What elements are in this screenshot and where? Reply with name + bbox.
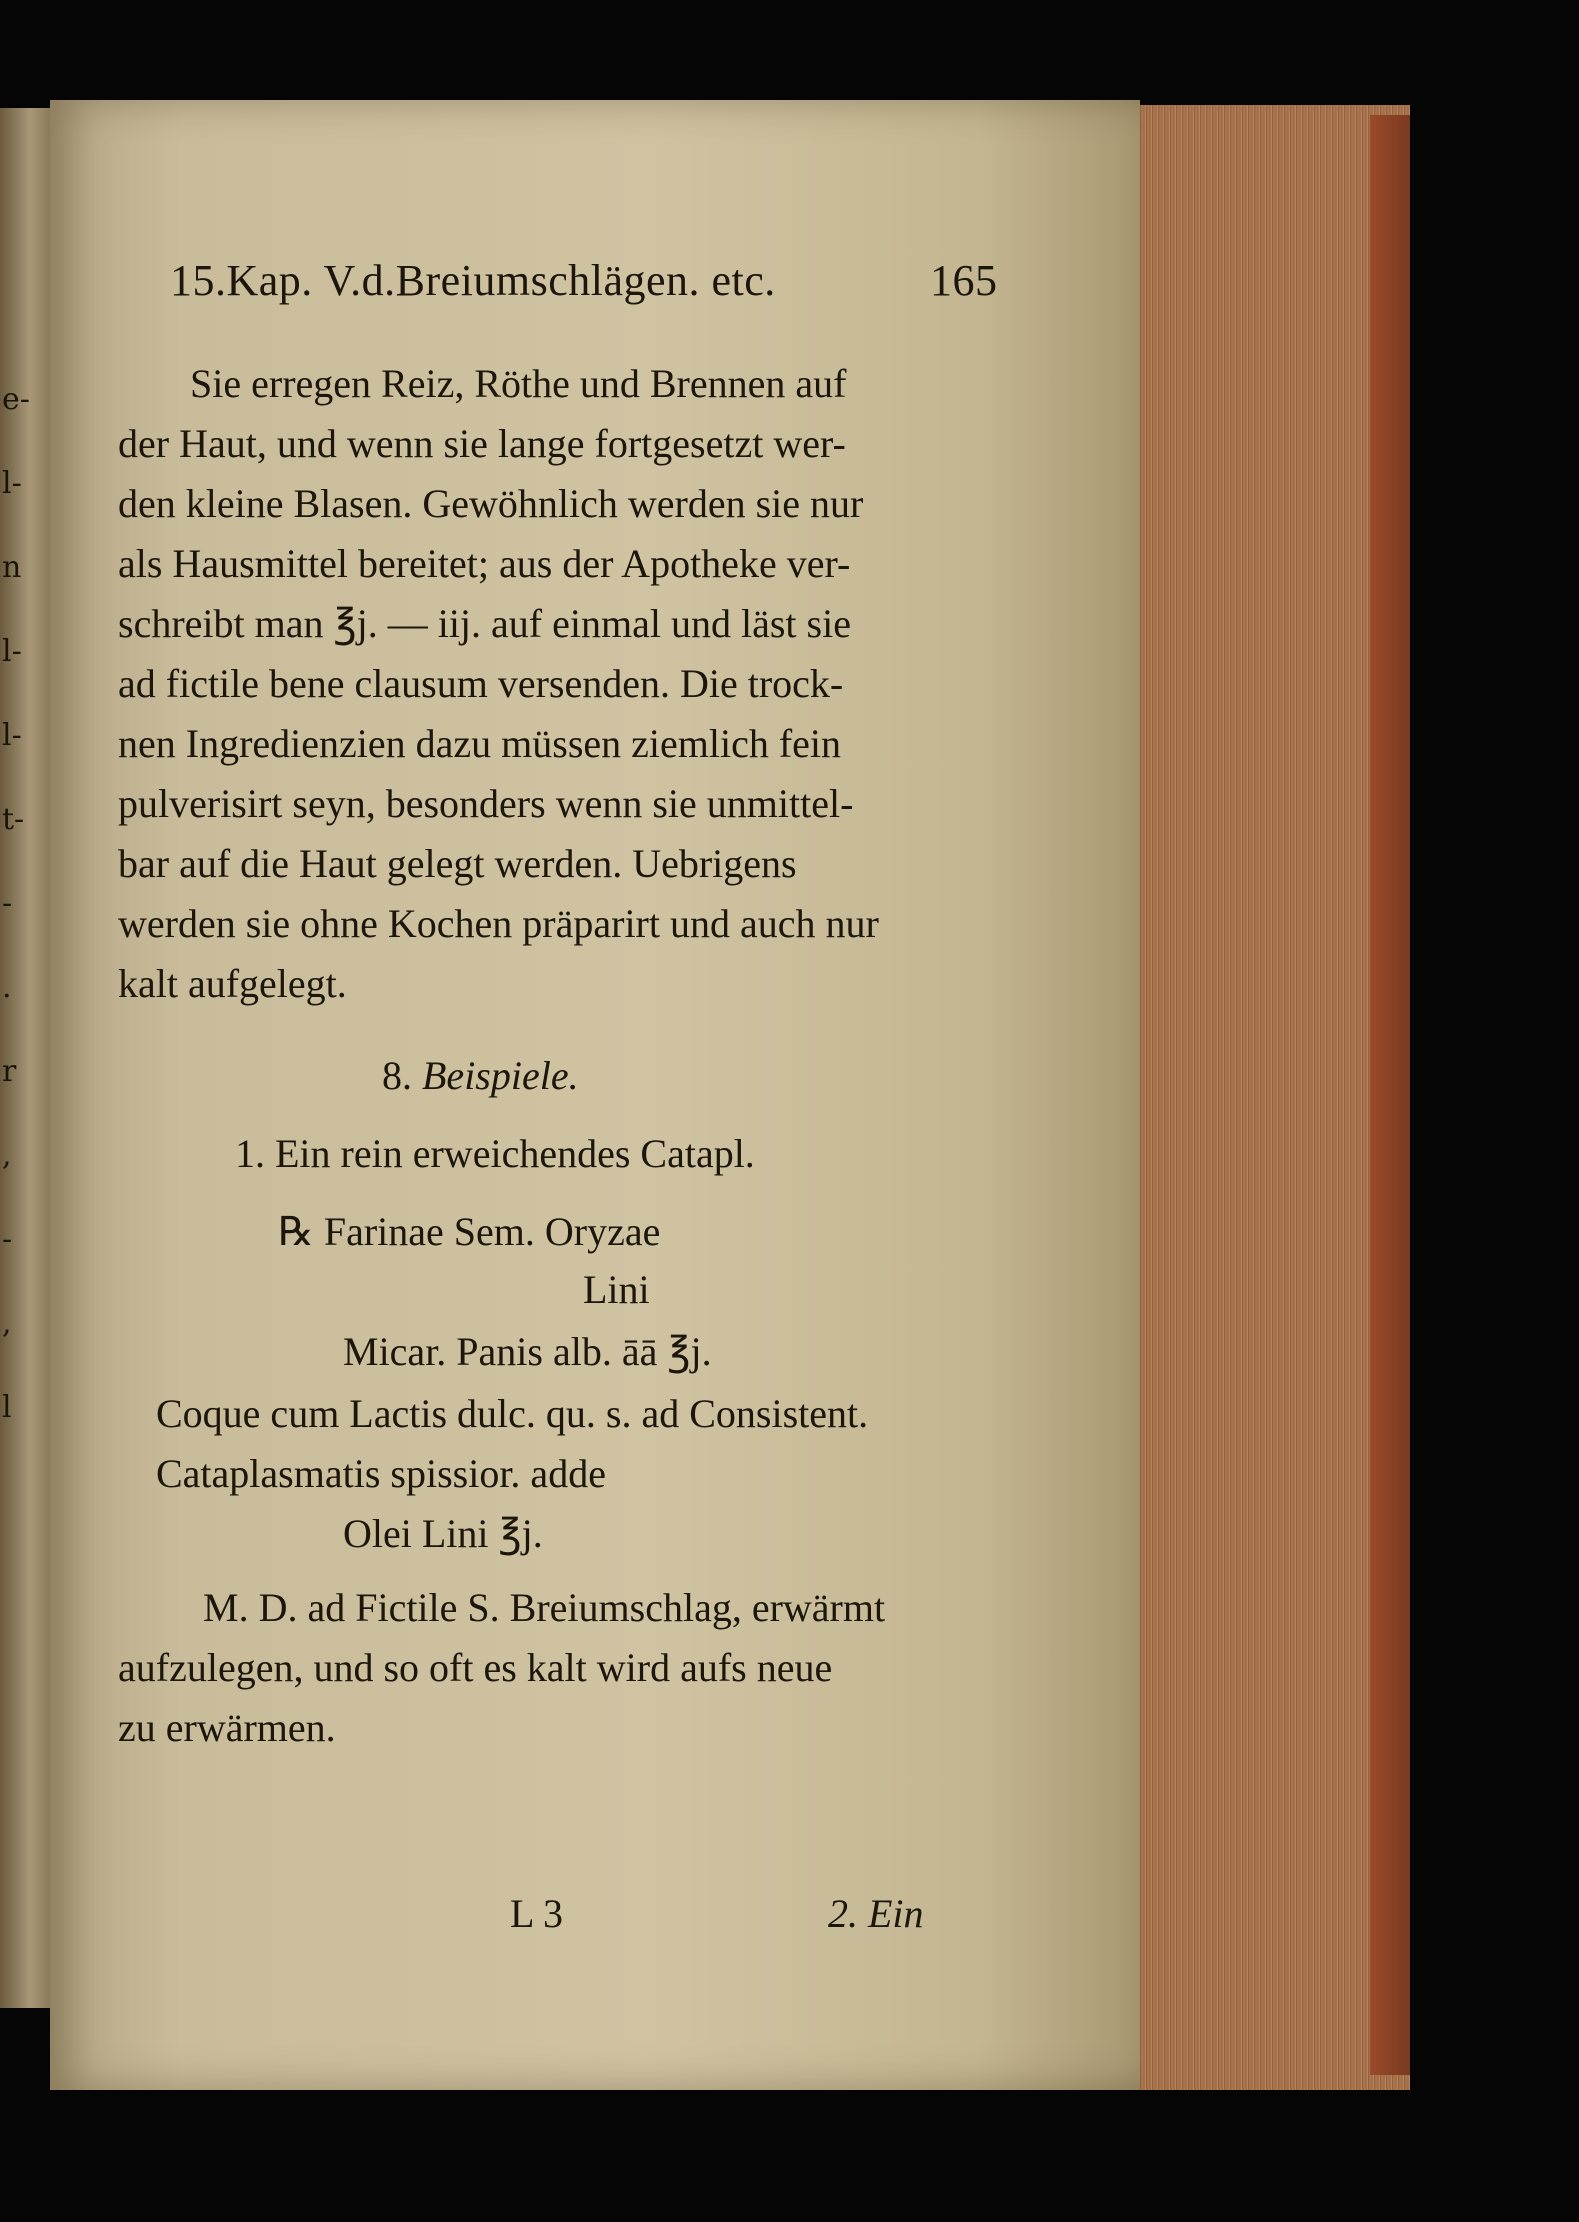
paragraph1-line: nen Ingredienzien dazu müssen ziemlich fein — [118, 721, 842, 766]
section-title: Beispiele. — [422, 1053, 579, 1098]
paragraph2-line: M. D. ad Fictile S. Breiumschlag, erwärmt — [203, 1585, 886, 1630]
left-page-edge — [0, 108, 50, 2008]
catchword: 2. Ein — [828, 1891, 924, 1936]
recipe-line — [278, 1208, 660, 1255]
rx-symbol: ℞ — [278, 1209, 314, 1255]
paragraph1-line: den kleine Blasen. Gewöhnlich werden sie nur — [118, 481, 864, 526]
running-header — [170, 255, 998, 306]
recipe-ingredient: Farinae Sem. Oryzae — [323, 1209, 661, 1254]
paragraph1-line: pulverisirt seyn, besonders wenn sie unmittel- — [118, 781, 854, 826]
recipe-line: Olei Lini ℥j. — [343, 1511, 543, 1556]
left-page-fragments: e- l- n l- l- t- - . r , - , l — [2, 382, 30, 1425]
paragraph1-line: ad fictile bene clausum versenden. Die trock- — [118, 661, 844, 706]
book-cover-edge — [1370, 115, 1410, 2075]
paragraph1-line: der Haut, und wenn sie lange fortgesetzt wer- — [118, 421, 846, 466]
section-heading — [382, 1052, 579, 1099]
recipe-line: Micar. Panis alb. āā ℥j. — [343, 1329, 712, 1374]
recipe-line: Lini — [583, 1267, 650, 1312]
signature-mark: L 3 — [510, 1891, 563, 1936]
paragraph2-line: zu erwärmen. — [118, 1705, 336, 1750]
paragraph1-line: kalt aufgelegt. — [118, 961, 347, 1006]
paragraph2-line: aufzulegen, und so oft es kalt wird aufs neue — [118, 1645, 833, 1690]
paragraph1-line: schreibt man ℥j. — iij. auf einmal und läst sie — [118, 601, 851, 646]
recipe-line: Coque cum Lactis dulc. qu. s. ad Consistent. — [156, 1391, 869, 1436]
running-title: 15.Kap. V.d.Breiumschlägen. etc. — [170, 256, 776, 305]
section-number: 8. — [382, 1053, 412, 1098]
paragraph1-line: als Hausmittel bereitet; aus der Apotheke ver- — [118, 541, 851, 586]
recipe-line: Cataplasmatis spissior. adde — [156, 1451, 606, 1496]
paragraph1-line: werden sie ohne Kochen präparirt und auch nur — [118, 901, 879, 946]
page-number: 165 — [930, 256, 998, 305]
paragraph1-line: Sie erregen Reiz, Röthe und Brennen auf — [190, 361, 847, 406]
paragraph1-line: bar auf die Haut gelegt werden. Uebrigens — [118, 841, 797, 886]
example-title: 1. Ein rein erweichendes Catapl. — [235, 1131, 755, 1176]
